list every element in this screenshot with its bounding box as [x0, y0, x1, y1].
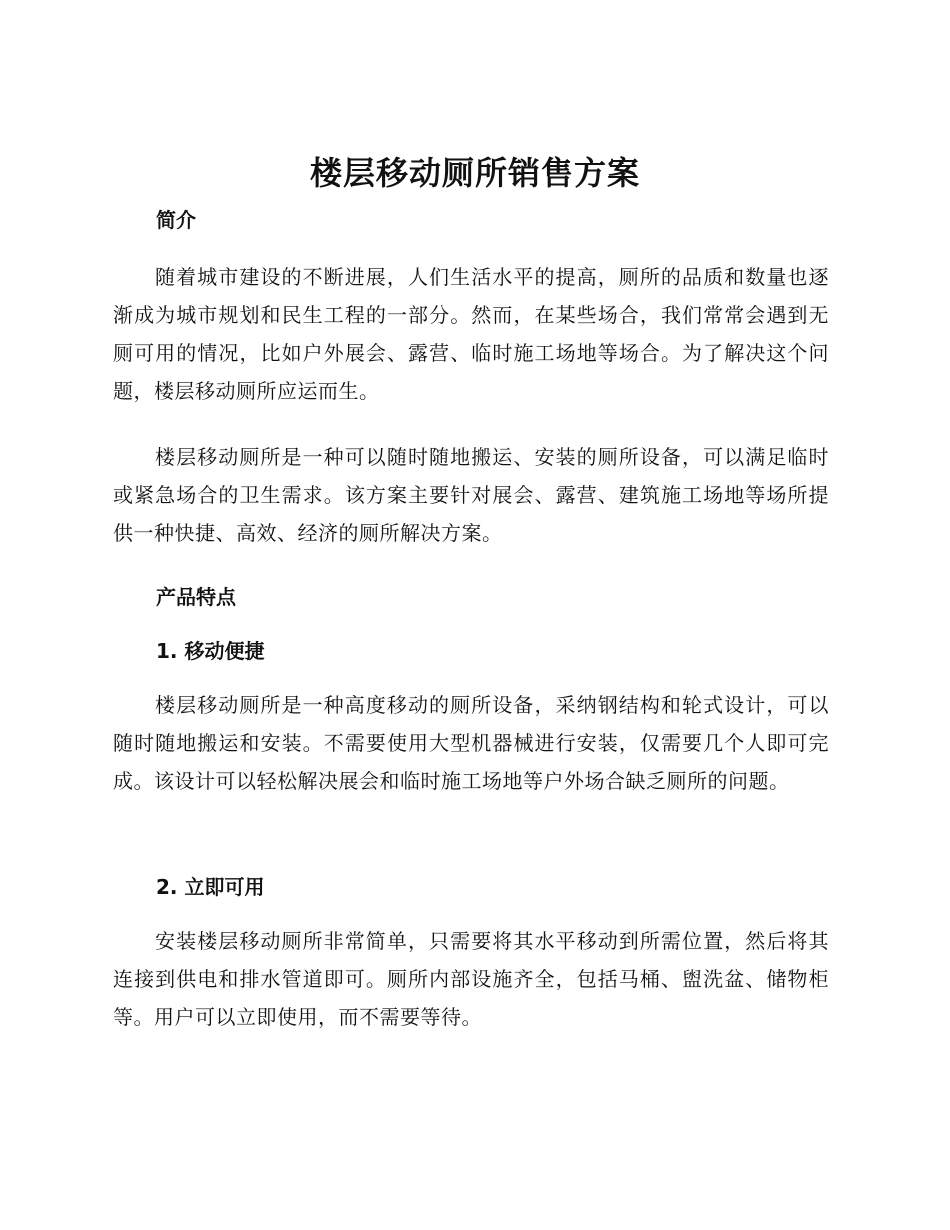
ready-to-use-paragraph: 安装楼层移动厕所非常简单，只需要将其水平移动到所需位置，然后将其连接到供电和排水管道即可。厕所内部设施齐全，包括马桶、盥洗盆、储物柜等。用户可以立即使用，而不需要等待。 [113, 929, 829, 1029]
section-heading-intro: 简介 [156, 208, 196, 232]
section-heading-ready-to-use: 2. 立即可用 [156, 875, 265, 899]
document-title: 楼层移动厕所销售方案 [309, 154, 640, 192]
intro-paragraph-2: 楼层移动厕所是一种可以随时随地搬运、安装的厕所设备，可以满足临时或紧急场合的卫生需求。该方案主要针对展会、露营、建筑施工场地等场所提供一种快捷、高效、经济的厕所解决方案。 [113, 445, 829, 545]
section-heading-features: 产品特点 [156, 585, 236, 609]
mobility-paragraph: 楼层移动厕所是一种高度移动的厕所设备，采纳钢结构和轮式设计，可以随时随地搬运和安装。不需要使用大型机器械进行安装，仅需要几个人即可完成。该设计可以轻松解决展会和临时施工场地等户外场合缺乏厕所的问题。 [113, 693, 829, 793]
section-heading-mobility: 1. 移动便捷 [156, 639, 265, 663]
intro-paragraph-1: 随着城市建设的不断进展，人们生活水平的提高，厕所的品质和数量也逐渐成为城市规划和民生工程的一部分。然而，在某些场合，我们常常会遇到无厕可用的情况，比如户外展会、露营、临时施工场地等场合。为了解决这个问题，楼层移动厕所应运而生。 [113, 265, 829, 403]
